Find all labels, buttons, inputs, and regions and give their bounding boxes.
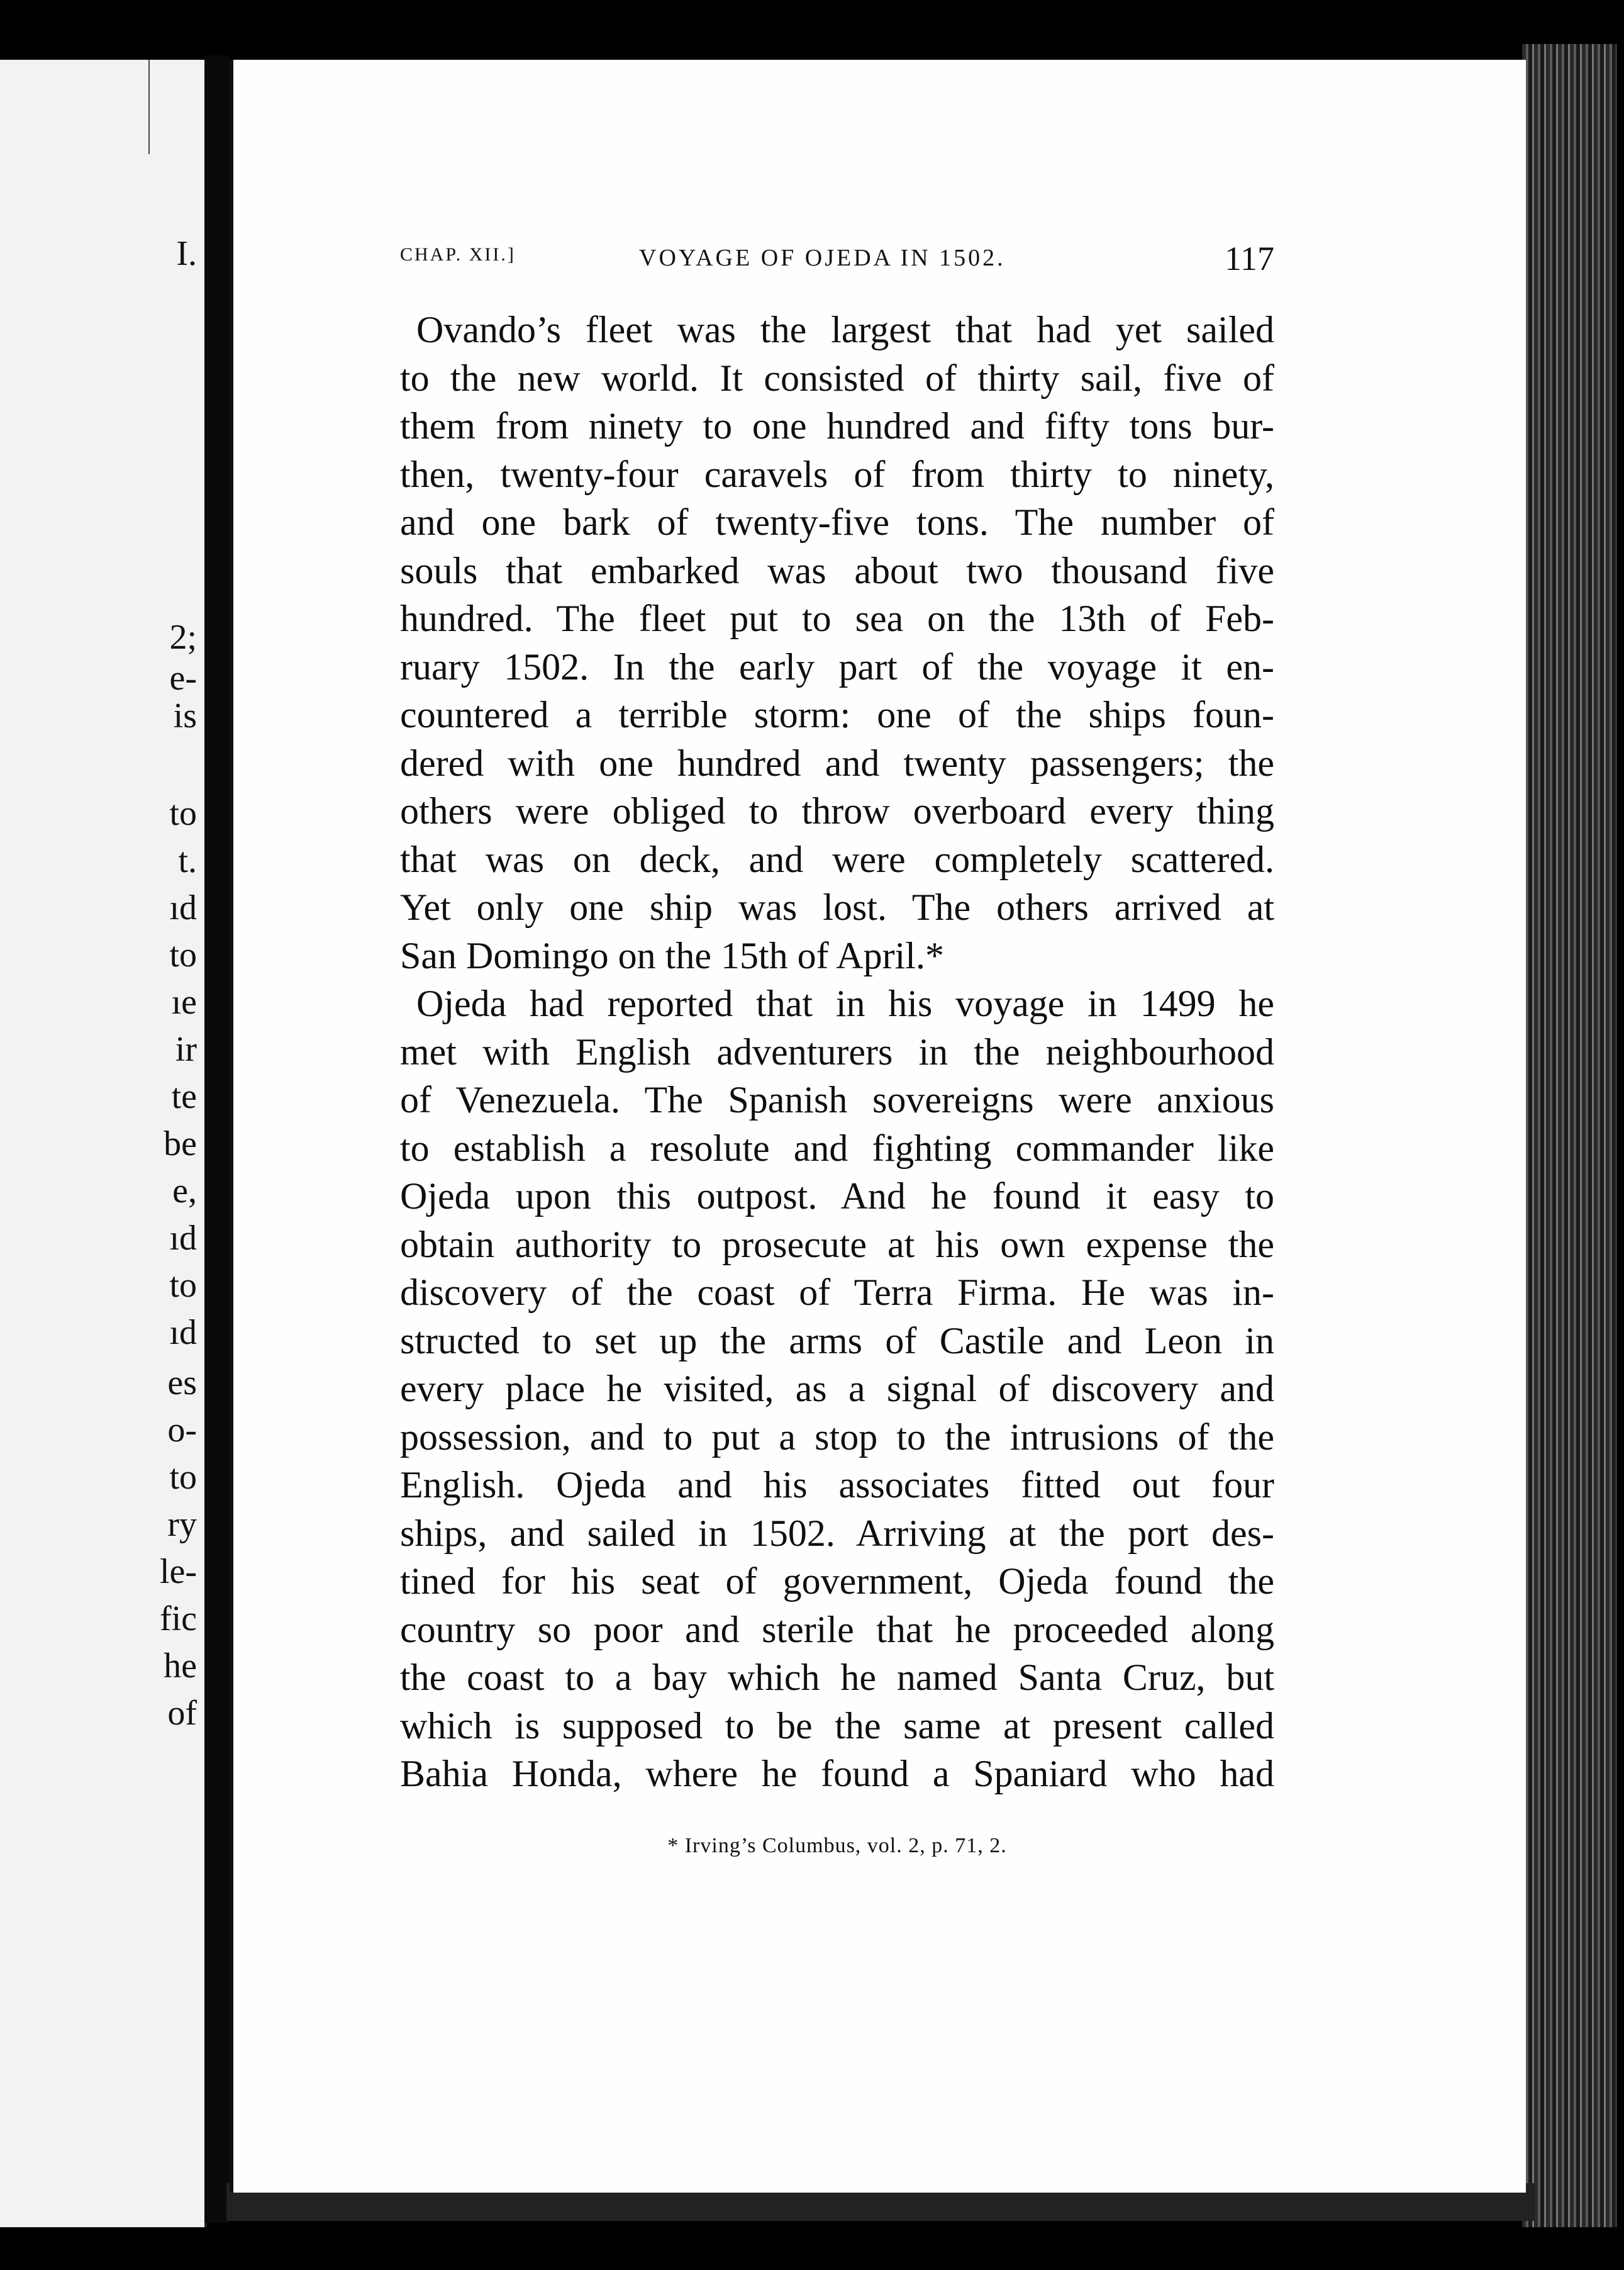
text-line: structed to set up the arms of Castile and Leon in [400, 1319, 1274, 1361]
running-head-title: VOYAGE OF OJEDA IN 1502. [639, 245, 1006, 271]
text-line: ruary 1502. In the early part of the voyage it en- [400, 646, 1274, 688]
text-line: dered with one hundred and twenty passengers; the [400, 742, 1274, 784]
text-line: Yet only one ship was lost. The others arrived at [400, 886, 1274, 928]
body-text [400, 306, 1274, 1798]
facing-page-fragment: 2; [169, 618, 197, 657]
text-line: of Venezuela. The Spanish sovereigns were anxious [400, 1079, 1274, 1121]
text-line: to establish a resolute and fighting commander like [400, 1127, 1274, 1169]
facing-page-fragment: le- [159, 1552, 197, 1591]
text-line: that was on deck, and were completely scattered. [400, 838, 1274, 880]
text-line: Ojeda upon this outpost. And he found it easy to [400, 1175, 1274, 1217]
facing-page-fragment: ıd [169, 1313, 197, 1352]
text-line: possession, and to put a stop to the intrusions of the [400, 1416, 1274, 1458]
facing-page-fragment: be [164, 1124, 197, 1163]
facing-page-fragment: es [167, 1363, 197, 1402]
text-line: Ojeda had reported that in his voyage in 1499 he [416, 983, 1274, 1024]
facing-page-fragment: t. [178, 841, 197, 880]
text-line: tined for his seat of government, Ojeda found the [400, 1560, 1274, 1602]
facing-page-fragment: to [169, 794, 197, 833]
facing-page-fragment: ıd [169, 1219, 197, 1258]
text-line: souls that embarked was about two thousand five [400, 549, 1274, 591]
text-line: them from ninety to one hundred and fifty tons bur- [400, 405, 1274, 447]
facing-page-fragment: ıe [171, 983, 197, 1022]
text-line: countered a terrible storm: one of the ships foun- [400, 694, 1274, 735]
text-line: Ovando’s fleet was the largest that had yet sailed [416, 309, 1274, 350]
text-line: to the new world. It consisted of thirty sail, five of [400, 357, 1274, 399]
text-line: English. Ojeda and his associates fitted out four [400, 1464, 1274, 1506]
facing-page-fragment: o- [167, 1411, 197, 1450]
text-line: met with English adventurers in the neighbourhood [400, 1031, 1274, 1073]
facing-page-fragment: ir [175, 1030, 197, 1069]
facing-page-fragment: to [169, 1458, 197, 1497]
facing-page-fragment: e, [172, 1171, 197, 1210]
text-line: country so poor and sterile that he proceeded along [400, 1608, 1274, 1650]
text-line: obtain authority to prosecute at his own expense the [400, 1223, 1274, 1265]
text-line: ships, and sailed in 1502. Arriving at the port des- [400, 1512, 1274, 1554]
text-line: San Domingo on the 15th of April.* [400, 934, 944, 976]
book-gutter [204, 55, 230, 2223]
facing-page-fragment: he [164, 1647, 197, 1686]
footnote: * Irving’s Columbus, vol. 2, p. 71, 2. [667, 1834, 1007, 1857]
text-line: hundred. The fleet put to sea on the 13th of Feb- [400, 598, 1274, 639]
facing-page-fragment: ry [167, 1505, 197, 1544]
page-number: 117 [1225, 240, 1274, 277]
facing-page-fragment: is [173, 696, 197, 735]
text-line: discovery of the coast of Terra Firma. He was in- [400, 1272, 1274, 1313]
facing-page-fragment: e- [169, 659, 197, 698]
text-line: Bahia Honda, where he found a Spaniard who had [400, 1753, 1274, 1794]
facing-page-fragment: to [169, 1266, 197, 1305]
text-line: which is supposed to be the same at present called [400, 1704, 1274, 1747]
text-line: the coast to a bay which he named Santa Cruz, but [400, 1657, 1274, 1698]
facing-page-fragment: fic [159, 1599, 197, 1638]
page-edge-stack [1522, 44, 1616, 2227]
running-head-chapter: CHAP. XII.] [400, 244, 516, 265]
facing-page-rule [148, 60, 150, 154]
facing-page-fragment: ıd [169, 888, 197, 927]
facing-page [0, 60, 207, 2227]
facing-page-fragment: te [171, 1077, 197, 1116]
text-line: others were obliged to throw overboard every thing [400, 790, 1274, 832]
facing-page-fragment: of [167, 1694, 197, 1733]
running-head [400, 239, 1274, 283]
text-line: then, twenty-four caravels of from thirty to ninety, [400, 453, 1274, 495]
text-line: and one bark of twenty-five tons. The number of [400, 501, 1274, 543]
facing-page-fragment: to [169, 936, 197, 975]
facing-page-fragment: I. [176, 234, 197, 273]
text-line: every place he visited, as a signal of discovery and [400, 1368, 1274, 1409]
